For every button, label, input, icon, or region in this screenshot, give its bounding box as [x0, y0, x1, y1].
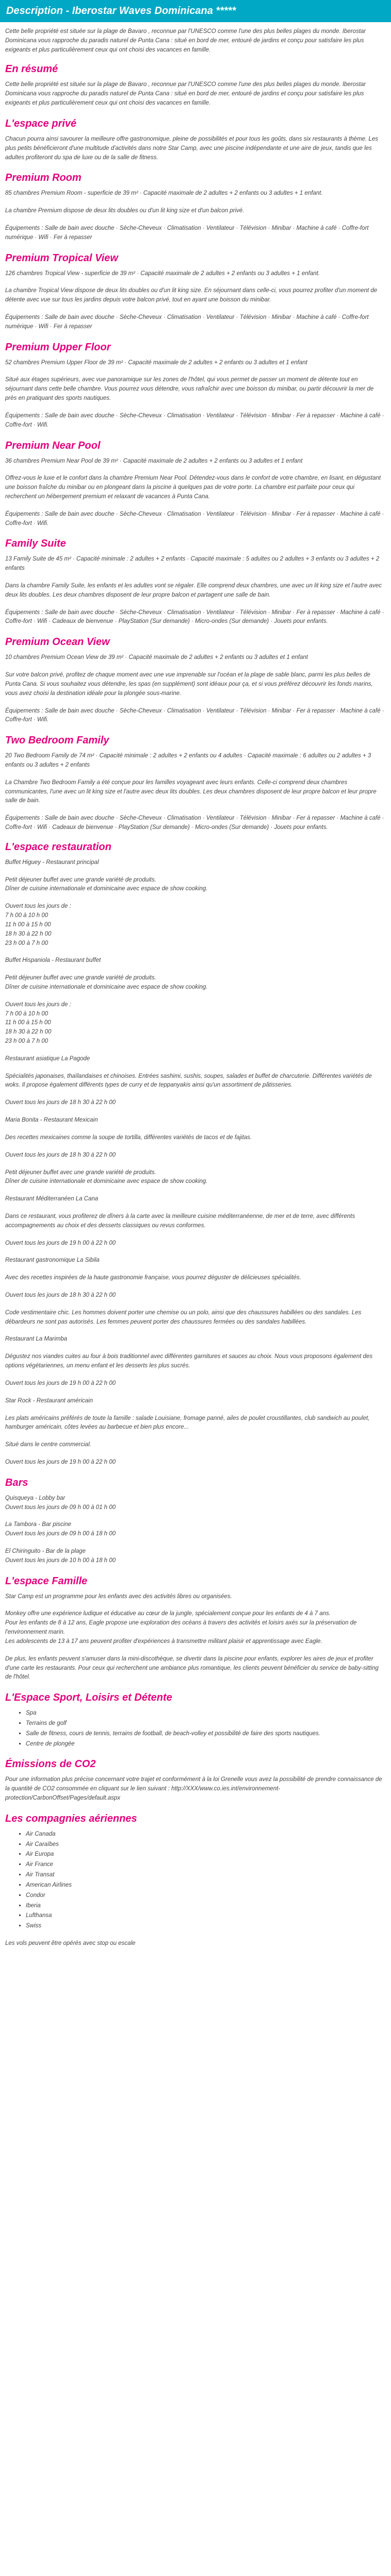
hours-slot: 23 h 00 à 7 h 00 [5, 1038, 48, 1044]
restaurant-hours [5, 1458, 386, 1467]
bar-name: El Chiringuito - Bar de la plage [5, 1548, 86, 1554]
section-paragraph: Équipements : Salle de bain avec douche · Sèche-Cheveux · Climatisation · Ventilateur · Télévision · Minibar · Fer à repasser · Machine à café · Coffre-fort · Wifi. [5, 707, 384, 723]
airline-item: ▪ Swiss [26, 1922, 386, 1931]
intro-paragraph: Cette belle propriété est située sur la plage de Bavaro , reconnue par l'UNESCO comme l'une des plus belles plages du monde. Iberostar Dominicana vous rapproche du paradis naturel de Punta Cana : situé en bord de mer, entouré de jardins et conçu pour satisfaire les plus exigeants et plus particulièrement ceux qui ont choisi des vacances en famille. [5, 28, 366, 53]
restaurant-name: Star Rock - Restaurant américain [5, 1397, 93, 1404]
restaurant-name: Restaurant asiatique La Pagode [5, 1055, 90, 1062]
section-paragraph: 13 Family Suite de 45 m² · Capacité minimale : 2 adultes + 2 enfants · Capacité maximale : 5 adultes ou 2 adultes + 3 enfants ou 3 adultes + 2 enfants [5, 556, 380, 572]
restaurant-description: Petit déjeuner buffet avec une grande variété de produits. Dîner de cuisine internationale et dominicaine avec espace de show cooking. [5, 975, 208, 990]
section-paragraph: Équipements : Salle de bain avec douche · Sèche-Cheveux · Climatisation · Ventilateur · Télévision · Minibar · Fer à repasser · Machine à café · Coffre-fort · Wifi. [5, 412, 384, 428]
bar-hours: Ouvert tous les jours de 10 h 00 à 18 h 00 [5, 1557, 116, 1564]
section-paragraph: Cette belle propriété est située sur la plage de Bavaro , reconnue par l'UNESCO comme l'une des plus belles plages du monde. Iberostar Dominicana vous rapproche du paradis naturel de Punta Cana : situé en bord de mer, entouré de jardins et conçu pour satisfaire les plus exigeants et plus particulièrement ceux qui ont choisi des vacances en famille. [5, 81, 366, 107]
famille-paragraph: Monkey offre une expérience ludique et éducative au cœur de la jungle, spécialement conçue pour les enfants de 4 à 7 ans. Pour les enfants de 8 à 12 ans, Eagle propose une exploration des océans à travers des activités et loisirs axés sur la préservation de l'environnement marin. Les adolescents de 13 à 17 ans peuvent profiter d'expériences à transmettre militant plaisir et apprentissage avec Eagle. [5, 1611, 357, 1645]
famille-paragraph: Star Camp est un programme pour les enfants avec des activités libres ou organisées. [5, 1593, 232, 1600]
hours-slot: 11 h 00 à 15 h 00 [5, 1020, 51, 1026]
section-heading-premium-near: Premium Near Pool [5, 439, 101, 451]
hours-label: Ouvert tous les jours de : [5, 903, 71, 910]
restaurant-description: Petit déjeuner buffet avec une grande variété de produits. Dîner de cuisine internationale et dominicaine avec espace de show cooking. [5, 1169, 208, 1185]
section-heading-premium-upper: Premium Upper Floor [5, 341, 111, 353]
airline-item: ▪ Air France [26, 1860, 386, 1870]
famille-paragraph: De plus, les enfants peuvent s'amuser dans la mini-discothèque, se divertir dans la piscine pour enfants, explorer les aires de jeux et profiter d'une carte les restaurants. Pour ceux qui recherchent une ambiance plus romantique, les clients peuvent bénéficier du service de baby-sitting de l'hôtel. [5, 1655, 379, 1681]
airline-item: ▪ Air Caraïbes [26, 1840, 386, 1850]
airline-item: ▪ Iberia [26, 1902, 386, 1911]
restaurant-name: Maria Bonita - Restaurant Mexicain [5, 1117, 98, 1124]
airlines-list [5, 1830, 386, 1931]
bars-heading: Bars [5, 1477, 28, 1488]
airline-item: ▪ American Airlines [26, 1881, 386, 1890]
airline-item: ▪ Air Canada [26, 1830, 386, 1839]
hours-label: Ouvert tous les jours de 18 h 30 à 22 h 00 [5, 1151, 116, 1158]
restaurant-hours [5, 1379, 386, 1388]
section-paragraph: Chacun pourra ainsi savourer la meilleure offre gastronomique, pleine de possibilités et pour tous les goûts, dans six restaurants à thème. Les plus petits bénéficieront d'une multitude d'activités dans notre Star Camp, avec une piscine indépendante et une aire de jeux, tandis que les adultes profiteront du spa de luxe ou de la salle de fitness. [5, 135, 378, 161]
section-paragraph: 85 chambres Premium Room - superficie de 39 m² · Capacité maximale de 2 adultes + 2 enfants ou 3 adultes + 1 enfant. [5, 190, 323, 197]
section-heading-two-bedroom: Two Bedroom Family [5, 735, 109, 747]
hours-label: Ouvert tous les jours de 19 h 00 à 22 h 00 [5, 1380, 116, 1386]
section-paragraph: Équipements : Salle de bain avec douche · Sèche-Cheveux · Climatisation · Ventilateur · Télévision · Minibar · Machine à café · Coffre-fort numérique · Wifi · Fer à repasser [5, 314, 369, 330]
restaurant-name: Restaurant Méditerranéen La Cana [5, 1196, 99, 1202]
section-paragraph: Sur votre balcon privé, profitez de chaque moment avec une vue imprenable sur l'océan et la plage de sable blanc, parmi les plus belles de Punta Cana. Si vous souhaitez vous détendre, les spas (en supplément) sont idéaux pour ça, et si vous préférez découvrir les fonds marins, vous avez choisi la destination idéale pour la plongée sous-marine. [5, 672, 373, 697]
sport-item: ▪ Centre de plongée [26, 1740, 386, 1749]
section-heading-prive: L'espace privé [5, 117, 77, 129]
restaurant-description: Les plats américains préférés de toute la famille : salade Louisiane, fromage panné, ailes de poulet croustillantes, club sandwich au poulet, hamburger américain, côtes levées au barbecue et bien plus encore... [5, 1415, 370, 1431]
restaurant-description: Spécialités japonaises, thaïlandaises et chinoises. Entrées sashimi, sushis, soupes, salades et buffet de charcuterie. Différentes variétés de woks. Il propose également différents types de curry et de teppanyakis ainsi qu'un assortiment de pâtisseries. [5, 1073, 372, 1089]
hours-slot: 18 h 30 à 22 h 00 [5, 1029, 52, 1036]
sport-item: ▪ Terrains de golf [26, 1719, 386, 1728]
hours-slot: 7 h 00 à 10 h 00 [5, 912, 48, 919]
bar-name: La Tambora - Bar piscine [5, 1521, 72, 1528]
hours-label: Ouvert tous les jours de : [5, 1001, 71, 1008]
restaurant-description: Dégustez nos viandes cuites au four à bois traditionnel avec différentes garnitures et sauces au choix. Nous vous proposons également des options végétariennes, un menu enfant et les desserts les plus sucrés. [5, 1353, 373, 1369]
restaurant-name: Restaurant La Marimba [5, 1336, 68, 1343]
famille-heading: L'espace Famille [5, 1575, 88, 1587]
airline-item: ▪ Condor [26, 1891, 386, 1901]
hours-slot: 7 h 00 à 10 h 00 [5, 1010, 48, 1017]
restaurant-name: Restaurant gastronomique La Sibila [5, 1257, 100, 1264]
sport-item: ▪ Spa [26, 1709, 386, 1718]
section-heading-family-suite: Family Suite [5, 538, 66, 550]
bar-hours: Ouvert tous les jours de 09 h 00 à 01 h 00 [5, 1504, 116, 1511]
restaurant-hours [5, 902, 386, 948]
hours-slot: 18 h 30 à 22 h 00 [5, 930, 52, 937]
sport-heading: L'Espace Sport, Loisirs et Détente [5, 1692, 172, 1704]
hours-label: Ouvert tous les jours de 19 h 00 à 22 h 00 [5, 1459, 116, 1465]
section-paragraph: 126 chambres Tropical View - superficie de 39 m² · Capacité maximale de 2 adultes + 2 enfants ou 3 adultes + 1 enfant. [5, 270, 320, 277]
hours-label: Ouvert tous les jours de 19 h 00 à 22 h 00 [5, 1240, 116, 1246]
restaurant-name: Buffet Higuey - Restaurant principal [5, 859, 99, 866]
famille-section [5, 1592, 386, 1683]
page-title: Description - Iberostar Waves Dominicana ***** [0, 0, 391, 22]
restaurant-description: Petit déjeuner buffet avec une grande variété de produits. Dîner de cuisine internationale et dominicaine avec espace de show cooking. [5, 876, 208, 892]
restauration-heading: L'espace restauration [5, 841, 111, 853]
sport-item: ▪ Salle de fitness, cours de tennis, terrains de football, de beach-volley et possibilité de faire des sports nautiques. [26, 1730, 386, 1739]
hours-label: Ouvert tous les jours de 18 h 30 à 22 h 00 [5, 1099, 116, 1106]
restaurant-description: Des recettes mexicaines comme la soupe de tortilla, différentes variétés de tacos et de fajitas. [5, 1134, 252, 1141]
section-paragraph: Équipements : Salle de bain avec douche · Sèche-Cheveux · Climatisation · Ventilateur · Télévision · Minibar · Fer à repasser · Machine à café · Coffre-fort · Wifi · Cadeaux de bienvenue · PlayStation (Sur demande) · Micro-ondes (Sur demande) · Jouets pour enfants. [5, 609, 384, 625]
co2-heading: Émissions de CO2 [5, 1758, 96, 1770]
section-paragraph: La chambre Tropical View dispose de deux lits doubles ou d'un lit king size. En séjournant dans celle-ci, vous pourrez profiter d'un moment de détente avec vue sur tous les jardins depuis votre balcon privé, tout en ayant une boisson du minibar. [5, 287, 378, 303]
section-paragraph: Offrez-vous le luxe et le confort dans la chambre Premium Near Pool. Détendez-vous dans le confort de votre chambre, en lisant, en dégustant une boisson fraîche du minibar ou en plongeant dans la piscine à quelques pas de votre porte. La chambre est parfaite pour ceux qui recherchent un hébergement premium et relaxant de vacances à Punta Cana. [5, 475, 381, 500]
section-heading-environnement: En résumé [5, 63, 58, 75]
airlines-heading: Les compagnies aériennes [5, 1812, 137, 1824]
restaurant-description: Avec des recettes inspirées de la haute gastronomie française, vous pourrez déguster de délicieuses spécialités. [5, 1275, 301, 1281]
section-paragraph: Dans la chambre Family Suite, les enfants et les adultes vont se régaler. Elle comprend deux chambres, une avec un lit king size et l'autre avec deux lits doubles. Les deux chambres disposent de leur propre balcon et partagent une salle de bain. [5, 583, 382, 598]
restaurant-hours [5, 1001, 386, 1046]
section-paragraph: La Chambre Two Bedroom Family a été conçue pour les familles voyageant avec leurs enfants. Celle-ci comprend deux chambres communicantes, l'une avec un lit king size et l'autre avec deux lits doubles. Les deux chambres disposent de leur propre balcon et leur propre salle de bain. [5, 779, 377, 804]
section-paragraph: Situé aux étages supérieurs, avec vue panoramique sur les zones de l'hôtel, qui vous permet de passer un moment de détente tout en séjournant dans cette belle chambre. Vous pourrez vous détendre, vous rafraîchir avec une boisson du minibar, ou partir découvrir la mer de près en pratiquant des sports nautiques. [5, 377, 374, 402]
restaurant-name: Buffet Hispaniola - Restaurant buffet [5, 957, 101, 964]
bar-name: Quisqueya - Lobby bar [5, 1495, 66, 1501]
restaurant-hours [5, 1291, 386, 1300]
airlines-footnote: Les vols peuvent être opérés avec stop ou escale [5, 1940, 136, 1946]
section-heading-premium-tropical: Premium Tropical View [5, 252, 118, 264]
co2-paragraph: Pour une information plus précise concernant votre trajet et conformément à la loi Grenelle vous avez la possibilité de prendre connaissance de la quantité de CO2 consommée en cliquant sur le lien suivant : http://XXX/www.co.ies.int/environnement-protection/CarbonOffset/Pages/default.aspx [5, 1776, 382, 1801]
section-paragraph: 52 chambres Premium Upper Floor de 39 m² · Capacité maximale de 2 adultes + 2 enfants ou 3 adultes et 1 enfant [5, 359, 307, 366]
section-paragraph: 10 chambres Premium Ocean View de 39 m² · Capacité maximale de 2 adultes + 2 enfants ou 3 adultes et 1 enfant [5, 654, 308, 661]
restaurant-description: Dans ce restaurant, vous profiterez de dîners à la carte avec la meilleure cuisine méditerranéenne, de mer et de terre, avec différents accompagnements au choix et des desserts classiques ou revus conformes. [5, 1213, 355, 1229]
section-paragraph: Équipements : Salle de bain avec douche · Sèche-Cheveux · Climatisation · Ventilateur · Télévision · Minibar · Fer à repasser · Machine à café · Coffre-fort · Wifi. [5, 511, 384, 527]
restaurant-hours [5, 1151, 386, 1160]
restauration-list [5, 858, 386, 1467]
restaurant-hours [5, 1440, 386, 1450]
airline-item: ▪ Lufthansa [26, 1911, 386, 1921]
restaurant-description: Code vestimentaire chic. Les hommes doivent porter une chemise ou un polo, ainsi que des chaussures habillées ou des sandales. Les débardeurs ne sont pas autorisés. Les femmes peuvent porter des chaussures fermées ou des sandales habillées. [5, 1309, 362, 1325]
section-paragraph: 20 Two Bedroom Family de 74 m² · Capacité minimale : 2 adultes + 2 enfants ou 4 adultes · Capacité maximale : 6 adultes ou 2 adultes + 3 enfants ou 3 adultes + 2 enfants [5, 753, 371, 768]
hours-label: Situé dans le centre commercial. [5, 1442, 91, 1448]
hours-slot: 11 h 00 à 15 h 00 [5, 921, 51, 928]
hours-slot: 23 h 00 à 7 h 00 [5, 940, 48, 946]
section-heading-premium-room: Premium Room [5, 172, 82, 184]
restaurant-hours [5, 1098, 386, 1108]
bar-item [5, 1494, 386, 1513]
airline-item: ▪ Air Europa [26, 1850, 386, 1859]
restaurant-hours [5, 1239, 386, 1248]
bar-item [5, 1547, 386, 1566]
bar-hours: Ouvert tous les jours de 09 h 00 à 18 h 00 [5, 1531, 116, 1537]
section-paragraph: La chambre Premium dispose de deux lits doubles ou d'un lit king size et d'un balcon privé. [5, 208, 245, 214]
hours-label: Ouvert tous les jours de 18 h 30 à 22 h 00 [5, 1292, 116, 1298]
bars-list [5, 1494, 386, 1566]
airline-item: ▪ Air Transat [26, 1871, 386, 1880]
section-paragraph: 36 chambres Premium Near Pool de 39 m² · Capacité maximale de 2 adultes + 2 enfants ou 3 adultes et 1 enfant [5, 457, 303, 464]
bar-item [5, 1520, 386, 1539]
section-paragraph: Équipements : Salle de bain avec douche · Sèche-Cheveux · Climatisation · Ventilateur · Télévision · Minibar · Machine à café · Coffre-fort numérique · Wifi · Fer à repasser [5, 225, 369, 241]
section-paragraph: Équipements : Salle de bain avec douche · Sèche-Cheveux · Climatisation · Ventilateur · Télévision · Minibar · Fer à repasser · Machine à café · Coffre-fort · Wifi · Cadeaux de bienvenue · PlayStation (Sur demande) · Micro-ondes (Sur demande) · Jouets pour enfants. [5, 815, 384, 831]
room-sections [5, 63, 386, 832]
section-heading-premium-ocean: Premium Ocean View [5, 636, 110, 648]
sport-list [5, 1709, 386, 1749]
